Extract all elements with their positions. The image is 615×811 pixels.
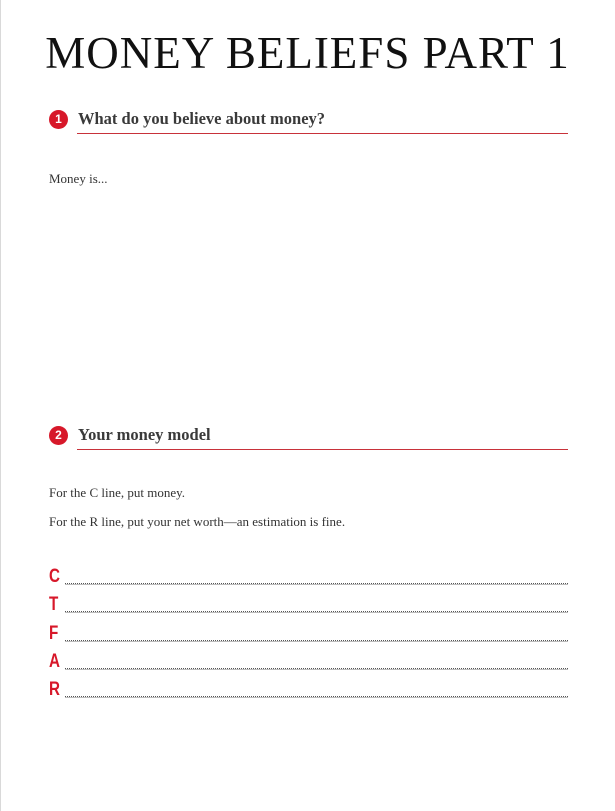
money-is-prompt: Money is... xyxy=(49,171,108,186)
model-letter-a: A xyxy=(49,651,60,672)
section-2-rule xyxy=(77,449,568,450)
model-row-c xyxy=(49,566,568,590)
model-line-c[interactable] xyxy=(65,583,568,584)
model-row-a xyxy=(49,651,568,675)
section-2-header xyxy=(49,424,568,450)
page-edge xyxy=(0,0,1,811)
model-row-t xyxy=(49,594,568,618)
model-letter-f: F xyxy=(49,623,59,644)
section-1-header xyxy=(49,108,568,134)
model-letter-c: C xyxy=(49,566,60,587)
instruction-r-line: For the R line, put your net worth—an estimation is fine. xyxy=(49,514,346,529)
section-2-number-badge: 2 xyxy=(49,426,68,445)
model-line-f[interactable] xyxy=(65,640,568,641)
model-line-a[interactable] xyxy=(65,668,568,669)
section-1-rule xyxy=(77,133,568,134)
instruction-c-line: For the C line, put money. xyxy=(49,485,186,500)
model-row-r xyxy=(49,679,568,703)
section-2-title: Your money model xyxy=(78,425,211,444)
section-1-title: What do you believe about money? xyxy=(78,109,326,128)
model-letter-t: T xyxy=(49,594,59,615)
model-line-r[interactable] xyxy=(65,696,568,697)
model-line-t[interactable] xyxy=(65,611,568,612)
page-title: MONEY BELIEFS PART 1 xyxy=(45,28,570,78)
model-row-f xyxy=(49,623,568,647)
section-1-number-badge: 1 xyxy=(49,110,68,129)
model-letter-r: R xyxy=(49,679,60,700)
